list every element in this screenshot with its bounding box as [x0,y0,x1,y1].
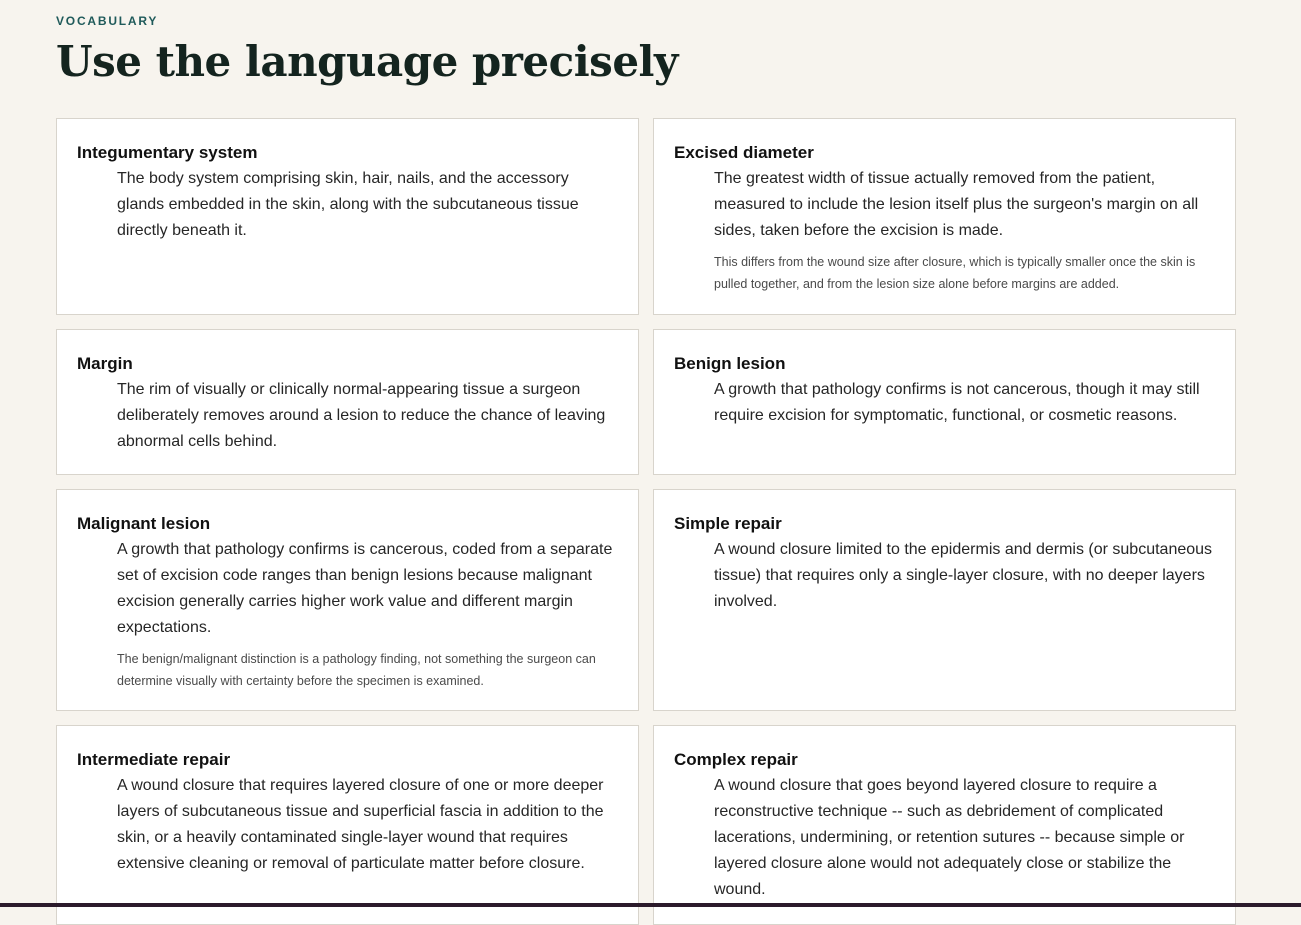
term-definition: A growth that pathology confirms is not cancerous, though it may still require excision for symptomatic, functional, or cosmetic reasons. [714,381,1200,424]
page-title: Use the language precisely [56,37,678,86]
term-definition: A wound closure limited to the epidermis and dermis (or subcutaneous tissue) that requires only a single-layer closure, with no deeper layers involved. [714,541,1213,610]
term-name: Margin [77,354,133,373]
term-name: Malignant lesion [77,514,211,533]
term-card [653,118,1236,315]
term-definition: A growth that pathology confirms is cancerous, coded from a separate set of excision code ranges than benign lesions because malignant excision generally carries higher work value and different margin expectations. [117,541,613,636]
term-name: Simple repair [674,514,782,533]
term-definition: The rim of visually or clinically normal-appearing tissue a surgeon deliberately removes around a lesion to reduce the chance of leaving abnormal cells behind. [117,381,606,450]
term-card [56,118,639,315]
term-note: The benign/malignant distinction is a pathology finding, not something the surgeon can determine visually with certainty before the specimen is examined. [117,652,596,688]
section-eyebrow: VOCABULARY [56,14,159,28]
term-card [56,329,639,475]
term-name: Integumentary system [77,143,258,162]
term-name: Excised diameter [674,143,814,162]
term-name: Complex repair [674,750,798,769]
term-name: Benign lesion [674,354,786,373]
bottom-edge-bar [0,903,1301,907]
term-card [653,725,1236,925]
term-definition: A wound closure that requires layered closure of one or more deeper layers of subcutaneous tissue and superficial fascia in addition to the skin, or a heavily contaminated single-layer wound that requires extensive cleaning or removal of particulate matter before closure. [117,777,604,872]
term-definition: A wound closure that goes beyond layered closure to require a reconstructive technique -- such as debridement of complicated lacerations, undermining, or retention sutures -- because simple or layered closure alone would not adequately close or stabilize the wound. [714,777,1185,898]
vocabulary-grid [56,118,1236,925]
term-name: Intermediate repair [77,750,231,769]
term-definition: The greatest width of tissue actually removed from the patient, measured to include the lesion itself plus the surgeon's margin on all sides, taken before the excision is made. [714,170,1199,239]
term-card [653,489,1236,711]
term-card [56,725,639,925]
term-card [56,489,639,711]
term-card [653,329,1236,475]
term-note: This differs from the wound size after closure, which is typically smaller once the skin is pulled together, and from the lesion size alone before margins are added. [714,255,1196,291]
term-definition: The body system comprising skin, hair, nails, and the accessory glands embedded in the skin, along with the subcutaneous tissue directly beneath it. [117,170,579,239]
